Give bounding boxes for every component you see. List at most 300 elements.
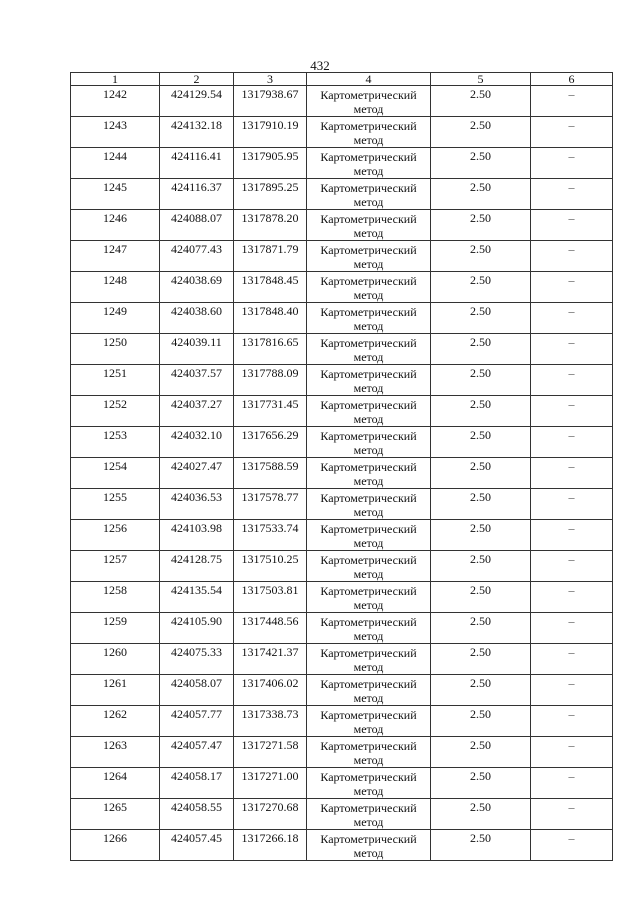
- y-coordinate-cell: [234, 644, 307, 675]
- y-coordinate-cell: [234, 582, 307, 613]
- note-cell: [531, 582, 613, 613]
- point-number-cell: [71, 117, 160, 148]
- y-coordinate-cell: [234, 117, 307, 148]
- accuracy-cell-text: 2.50: [470, 521, 491, 535]
- method-cell-text: Картометрический метод: [320, 88, 417, 116]
- y-coordinate-cell: [234, 489, 307, 520]
- note-cell: [531, 613, 613, 644]
- table-row: [71, 148, 613, 179]
- x-coordinate-cell-text: 424103.98: [171, 521, 222, 535]
- note-cell: [531, 365, 613, 396]
- x-coordinate-cell: [160, 830, 234, 861]
- note-cell-text: –: [568, 800, 575, 814]
- x-coordinate-cell-text: 424116.41: [171, 149, 222, 163]
- x-coordinate-cell-text: 424129.54: [171, 87, 222, 101]
- method-cell-text: Картометрический метод: [320, 119, 417, 147]
- x-coordinate-cell-text: 424105.90: [171, 614, 222, 628]
- table-row: [71, 117, 613, 148]
- x-coordinate-cell-text: 424058.07: [171, 676, 222, 690]
- point-number-cell-text: 1242: [103, 87, 127, 101]
- x-coordinate-cell: [160, 737, 234, 768]
- y-coordinate-cell: [234, 768, 307, 799]
- y-coordinate-cell-text: 1317878.20: [241, 211, 299, 225]
- x-coordinate-cell: [160, 799, 234, 830]
- coordinates-table: [70, 72, 613, 861]
- note-cell: [531, 179, 613, 210]
- x-coordinate-cell: [160, 582, 234, 613]
- method-cell: [307, 272, 431, 303]
- accuracy-cell-text: 2.50: [470, 552, 491, 566]
- accuracy-cell: [431, 86, 531, 117]
- x-coordinate-cell: [160, 768, 234, 799]
- y-coordinate-cell: [234, 613, 307, 644]
- accuracy-cell: [431, 365, 531, 396]
- table-row: [71, 551, 613, 582]
- accuracy-cell-text: 2.50: [470, 397, 491, 411]
- y-coordinate-cell: [234, 365, 307, 396]
- x-coordinate-cell-text: 424088.07: [171, 211, 222, 225]
- method-cell: [307, 830, 431, 861]
- accuracy-cell-text: 2.50: [470, 304, 491, 318]
- method-cell: [307, 489, 431, 520]
- y-coordinate-cell-text: 1317533.74: [241, 521, 299, 535]
- method-cell-text: Картометрический метод: [320, 677, 417, 705]
- note-cell-text: –: [568, 87, 575, 101]
- y-coordinate-cell: [234, 272, 307, 303]
- y-coordinate-cell: [234, 706, 307, 737]
- accuracy-cell-text: 2.50: [470, 800, 491, 814]
- note-cell: [531, 675, 613, 706]
- y-coordinate-cell-text: 1317270.68: [241, 800, 299, 814]
- accuracy-cell-text: 2.50: [470, 583, 491, 597]
- x-coordinate-cell: [160, 210, 234, 241]
- accuracy-cell-text: 2.50: [470, 490, 491, 504]
- method-cell-text: Картометрический метод: [320, 770, 417, 798]
- method-cell-text: Картометрический метод: [320, 739, 417, 767]
- point-number-cell: [71, 830, 160, 861]
- x-coordinate-cell-text: 424075.33: [171, 645, 222, 659]
- point-number-cell: [71, 86, 160, 117]
- accuracy-cell: [431, 644, 531, 675]
- y-coordinate-cell: [234, 396, 307, 427]
- point-number-cell-text: 1253: [103, 428, 127, 442]
- accuracy-cell-text: 2.50: [470, 335, 491, 349]
- note-cell: [531, 706, 613, 737]
- note-cell-text: –: [568, 831, 575, 845]
- y-coordinate-cell-text: 1317788.09: [241, 366, 299, 380]
- x-coordinate-cell-text: 424039.11: [171, 335, 222, 349]
- table-row: [71, 396, 613, 427]
- y-coordinate-cell-text: 1317271.00: [241, 769, 299, 783]
- accuracy-cell: [431, 117, 531, 148]
- y-coordinate-cell-text: 1317905.95: [241, 149, 299, 163]
- accuracy-cell-text: 2.50: [470, 738, 491, 752]
- point-number-cell-text: 1259: [103, 614, 127, 628]
- method-cell: [307, 551, 431, 582]
- x-coordinate-cell: [160, 334, 234, 365]
- note-cell: [531, 86, 613, 117]
- note-cell-text: –: [568, 397, 575, 411]
- x-coordinate-cell: [160, 241, 234, 272]
- accuracy-cell: [431, 458, 531, 489]
- note-cell-text: –: [568, 149, 575, 163]
- point-number-cell-text: 1266: [103, 831, 127, 845]
- method-cell-text: Картометрический метод: [320, 801, 417, 829]
- table-row: [71, 458, 613, 489]
- x-coordinate-cell: [160, 489, 234, 520]
- note-cell-text: –: [568, 614, 575, 628]
- x-coordinate-cell-text: 424058.55: [171, 800, 222, 814]
- method-cell-text: Картометрический метод: [320, 336, 417, 364]
- note-cell-text: –: [568, 242, 575, 256]
- point-number-cell-text: 1248: [103, 273, 127, 287]
- page-number: 432: [310, 58, 330, 73]
- point-number-cell: [71, 582, 160, 613]
- method-cell-text: Картометрический метод: [320, 491, 417, 519]
- x-coordinate-cell: [160, 458, 234, 489]
- point-number-cell: [71, 675, 160, 706]
- x-coordinate-cell: [160, 644, 234, 675]
- method-cell-text: Картометрический метод: [320, 243, 417, 271]
- point-number-cell: [71, 365, 160, 396]
- point-number-cell-text: 1252: [103, 397, 127, 411]
- method-cell: [307, 117, 431, 148]
- point-number-cell: [71, 148, 160, 179]
- y-coordinate-cell-text: 1317848.40: [241, 304, 299, 318]
- x-coordinate-cell-text: 424116.37: [171, 180, 222, 194]
- table-row: [71, 675, 613, 706]
- x-coordinate-cell-text: 424038.60: [171, 304, 222, 318]
- column-header-3: 3: [234, 73, 307, 86]
- point-number-cell: [71, 520, 160, 551]
- accuracy-cell: [431, 520, 531, 551]
- table-row: [71, 582, 613, 613]
- table-header-row: [71, 73, 613, 86]
- note-cell: [531, 458, 613, 489]
- y-coordinate-cell: [234, 830, 307, 861]
- method-cell: [307, 613, 431, 644]
- table-row: [71, 272, 613, 303]
- column-header-5: 5: [431, 73, 531, 86]
- column-header-4: 4: [307, 73, 431, 86]
- y-coordinate-cell-text: 1317816.65: [241, 335, 299, 349]
- y-coordinate-cell-text: 1317266.18: [241, 831, 299, 845]
- accuracy-cell-text: 2.50: [470, 831, 491, 845]
- accuracy-cell-text: 2.50: [470, 676, 491, 690]
- y-coordinate-cell-text: 1317656.29: [241, 428, 299, 442]
- point-number-cell: [71, 613, 160, 644]
- point-number-cell-text: 1243: [103, 118, 127, 132]
- note-cell: [531, 737, 613, 768]
- method-cell-text: Картометрический метод: [320, 460, 417, 488]
- x-coordinate-cell: [160, 706, 234, 737]
- x-coordinate-cell: [160, 613, 234, 644]
- x-coordinate-cell: [160, 427, 234, 458]
- y-coordinate-cell: [234, 303, 307, 334]
- y-coordinate-cell-text: 1317848.45: [241, 273, 299, 287]
- note-cell: [531, 551, 613, 582]
- note-cell: [531, 489, 613, 520]
- accuracy-cell: [431, 768, 531, 799]
- accuracy-cell: [431, 737, 531, 768]
- accuracy-cell: [431, 210, 531, 241]
- method-cell: [307, 210, 431, 241]
- point-number-cell: [71, 489, 160, 520]
- method-cell: [307, 737, 431, 768]
- point-number-cell: [71, 551, 160, 582]
- x-coordinate-cell-text: 424036.53: [171, 490, 222, 504]
- point-number-cell: [71, 303, 160, 334]
- y-coordinate-cell-text: 1317271.58: [241, 738, 299, 752]
- point-number-cell-text: 1249: [103, 304, 127, 318]
- accuracy-cell: [431, 551, 531, 582]
- x-coordinate-cell: [160, 675, 234, 706]
- table-row: [71, 365, 613, 396]
- point-number-cell: [71, 179, 160, 210]
- method-cell-text: Картометрический метод: [320, 429, 417, 457]
- accuracy-cell-text: 2.50: [470, 366, 491, 380]
- accuracy-cell-text: 2.50: [470, 242, 491, 256]
- y-coordinate-cell-text: 1317588.59: [241, 459, 299, 473]
- method-cell-text: Картометрический метод: [320, 832, 417, 860]
- accuracy-cell-text: 2.50: [470, 428, 491, 442]
- y-coordinate-cell: [234, 675, 307, 706]
- x-coordinate-cell: [160, 365, 234, 396]
- column-header-1: 1: [71, 73, 160, 86]
- accuracy-cell-text: 2.50: [470, 707, 491, 721]
- note-cell: [531, 334, 613, 365]
- y-coordinate-cell-text: 1317406.02: [241, 676, 299, 690]
- x-coordinate-cell-text: 424135.54: [171, 583, 222, 597]
- accuracy-cell-text: 2.50: [470, 769, 491, 783]
- method-cell: [307, 799, 431, 830]
- point-number-cell: [71, 210, 160, 241]
- accuracy-cell: [431, 272, 531, 303]
- x-coordinate-cell: [160, 86, 234, 117]
- point-number-cell-text: 1245: [103, 180, 127, 194]
- y-coordinate-cell-text: 1317338.73: [241, 707, 299, 721]
- y-coordinate-cell-text: 1317578.77: [241, 490, 299, 504]
- accuracy-cell: [431, 675, 531, 706]
- y-coordinate-cell: [234, 520, 307, 551]
- y-coordinate-cell: [234, 334, 307, 365]
- y-coordinate-cell-text: 1317910.19: [241, 118, 299, 132]
- x-coordinate-cell-text: 424038.69: [171, 273, 222, 287]
- table-row: [71, 179, 613, 210]
- point-number-cell: [71, 272, 160, 303]
- method-cell: [307, 179, 431, 210]
- y-coordinate-cell-text: 1317448.56: [241, 614, 299, 628]
- note-cell: [531, 210, 613, 241]
- method-cell: [307, 427, 431, 458]
- point-number-cell-text: 1257: [103, 552, 127, 566]
- method-cell: [307, 768, 431, 799]
- x-coordinate-cell: [160, 179, 234, 210]
- table-row: [71, 86, 613, 117]
- accuracy-cell-text: 2.50: [470, 118, 491, 132]
- point-number-cell: [71, 427, 160, 458]
- table-row: [71, 613, 613, 644]
- note-cell: [531, 644, 613, 675]
- method-cell: [307, 644, 431, 675]
- table-row: [71, 830, 613, 861]
- method-cell-text: Картометрический метод: [320, 522, 417, 550]
- point-number-cell: [71, 706, 160, 737]
- column-header-2: 2: [160, 73, 234, 86]
- point-number-cell-text: 1251: [103, 366, 127, 380]
- note-cell-text: –: [568, 738, 575, 752]
- x-coordinate-cell-text: 424132.18: [171, 118, 222, 132]
- table-row: [71, 520, 613, 551]
- point-number-cell-text: 1254: [103, 459, 127, 473]
- point-number-cell: [71, 334, 160, 365]
- method-cell-text: Картометрический метод: [320, 646, 417, 674]
- point-number-cell: [71, 241, 160, 272]
- y-coordinate-cell-text: 1317895.25: [241, 180, 299, 194]
- x-coordinate-cell-text: 424032.10: [171, 428, 222, 442]
- method-cell: [307, 365, 431, 396]
- x-coordinate-cell: [160, 272, 234, 303]
- y-coordinate-cell: [234, 210, 307, 241]
- x-coordinate-cell: [160, 117, 234, 148]
- point-number-cell-text: 1250: [103, 335, 127, 349]
- x-coordinate-cell-text: 424037.27: [171, 397, 222, 411]
- note-cell: [531, 148, 613, 179]
- table-row: [71, 303, 613, 334]
- table-row: [71, 706, 613, 737]
- y-coordinate-cell: [234, 799, 307, 830]
- y-coordinate-cell-text: 1317510.25: [241, 552, 299, 566]
- point-number-cell-text: 1255: [103, 490, 127, 504]
- note-cell-text: –: [568, 335, 575, 349]
- method-cell-text: Картометрический метод: [320, 181, 417, 209]
- note-cell: [531, 303, 613, 334]
- accuracy-cell: [431, 706, 531, 737]
- note-cell-text: –: [568, 428, 575, 442]
- method-cell-text: Картометрический метод: [320, 708, 417, 736]
- method-cell-text: Картометрический метод: [320, 584, 417, 612]
- table-row: [71, 799, 613, 830]
- accuracy-cell: [431, 179, 531, 210]
- method-cell-text: Картометрический метод: [320, 553, 417, 581]
- note-cell: [531, 396, 613, 427]
- y-coordinate-cell: [234, 551, 307, 582]
- y-coordinate-cell-text: 1317731.45: [241, 397, 299, 411]
- table-row: [71, 334, 613, 365]
- table-row: [71, 768, 613, 799]
- accuracy-cell: [431, 427, 531, 458]
- x-coordinate-cell: [160, 396, 234, 427]
- note-cell-text: –: [568, 521, 575, 535]
- y-coordinate-cell: [234, 458, 307, 489]
- method-cell-text: Картометрический метод: [320, 212, 417, 240]
- accuracy-cell-text: 2.50: [470, 149, 491, 163]
- accuracy-cell: [431, 334, 531, 365]
- note-cell-text: –: [568, 583, 575, 597]
- point-number-cell-text: 1264: [103, 769, 127, 783]
- x-coordinate-cell-text: 424057.45: [171, 831, 222, 845]
- method-cell: [307, 396, 431, 427]
- method-cell: [307, 148, 431, 179]
- table-row: [71, 737, 613, 768]
- y-coordinate-cell: [234, 737, 307, 768]
- accuracy-cell: [431, 303, 531, 334]
- method-cell-text: Картометрический метод: [320, 398, 417, 426]
- note-cell: [531, 520, 613, 551]
- accuracy-cell: [431, 830, 531, 861]
- note-cell: [531, 768, 613, 799]
- point-number-cell: [71, 799, 160, 830]
- point-number-cell-text: 1263: [103, 738, 127, 752]
- point-number-cell: [71, 458, 160, 489]
- point-number-cell-text: 1262: [103, 707, 127, 721]
- method-cell-text: Картометрический метод: [320, 615, 417, 643]
- method-cell: [307, 582, 431, 613]
- x-coordinate-cell-text: 424058.17: [171, 769, 222, 783]
- accuracy-cell-text: 2.50: [470, 645, 491, 659]
- y-coordinate-cell: [234, 86, 307, 117]
- method-cell: [307, 675, 431, 706]
- method-cell: [307, 334, 431, 365]
- y-coordinate-cell-text: 1317421.37: [241, 645, 299, 659]
- x-coordinate-cell-text: 424037.57: [171, 366, 222, 380]
- point-number-cell-text: 1247: [103, 242, 127, 256]
- point-number-cell: [71, 396, 160, 427]
- x-coordinate-cell-text: 424057.77: [171, 707, 222, 721]
- point-number-cell-text: 1265: [103, 800, 127, 814]
- x-coordinate-cell-text: 424077.43: [171, 242, 222, 256]
- method-cell: [307, 86, 431, 117]
- x-coordinate-cell-text: 424128.75: [171, 552, 222, 566]
- y-coordinate-cell: [234, 427, 307, 458]
- note-cell-text: –: [568, 459, 575, 473]
- point-number-cell-text: 1261: [103, 676, 127, 690]
- table-row: [71, 241, 613, 272]
- note-cell-text: –: [568, 552, 575, 566]
- point-number-cell: [71, 644, 160, 675]
- accuracy-cell: [431, 613, 531, 644]
- y-coordinate-cell: [234, 241, 307, 272]
- accuracy-cell: [431, 148, 531, 179]
- note-cell-text: –: [568, 118, 575, 132]
- note-cell: [531, 117, 613, 148]
- x-coordinate-cell: [160, 551, 234, 582]
- accuracy-cell-text: 2.50: [470, 614, 491, 628]
- note-cell: [531, 830, 613, 861]
- method-cell: [307, 458, 431, 489]
- note-cell-text: –: [568, 707, 575, 721]
- accuracy-cell: [431, 799, 531, 830]
- method-cell: [307, 303, 431, 334]
- accuracy-cell-text: 2.50: [470, 87, 491, 101]
- note-cell-text: –: [568, 769, 575, 783]
- note-cell-text: –: [568, 676, 575, 690]
- y-coordinate-cell-text: 1317871.79: [241, 242, 299, 256]
- accuracy-cell: [431, 396, 531, 427]
- y-coordinate-cell-text: 1317938.67: [241, 87, 299, 101]
- x-coordinate-cell: [160, 303, 234, 334]
- accuracy-cell: [431, 489, 531, 520]
- method-cell-text: Картометрический метод: [320, 367, 417, 395]
- point-number-cell-text: 1246: [103, 211, 127, 225]
- accuracy-cell: [431, 582, 531, 613]
- table-row: [71, 489, 613, 520]
- note-cell-text: –: [568, 490, 575, 504]
- point-number-cell-text: 1260: [103, 645, 127, 659]
- table-row: [71, 644, 613, 675]
- note-cell-text: –: [568, 273, 575, 287]
- y-coordinate-cell: [234, 148, 307, 179]
